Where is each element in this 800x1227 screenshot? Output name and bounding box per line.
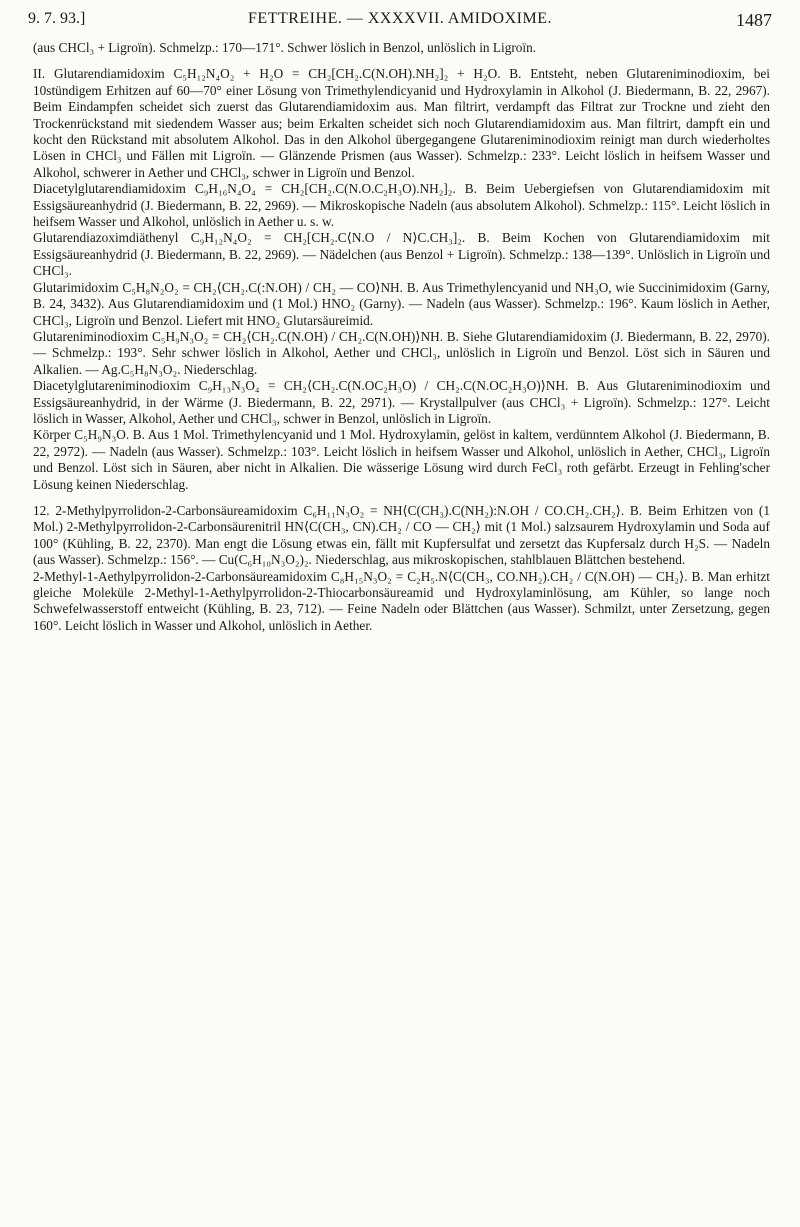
paragraph-methylpyrrolidon-amidoxim: 12. 2-Methylpyrrolidon-2-Carbonsäureamidoxim C₆H₁₁N₃O₂ = NH⟨C(CH₃).C(NH₂):N.OH / CO.CH₂.CH₂⟩. B. Beim Erhitzen von (1 Mol.) 2-Methylpyrrolidon-2-Carbonsäurenitril HN⟨C(CH₃, CN).CH₂ / CO — CH₂⟩ mit (1 Mol.) salzsaurem Hydroxylamin und Soda auf 100° (Kühling, B. 22, 2370). Man engt die Lösung etwas ein, fällt mit Kupfersulfat und zersetzt das Kupfersalz durch H₂S. — Nadeln (aus Wasser). Schmelzp.: 156°. — Cu(C₆H₁₀N₃O₂)₂. Niederschlag, aus mikroskopischen, stahlblauen Blättchen bestehend. (33, 502, 770, 568)
page-body (33, 40, 770, 634)
paragraph: (aus CHCl₃ + Ligroïn). Schmelzp.: 170—171°. Schwer löslich in Benzol, unlöslich in Ligroïn. (33, 40, 537, 55)
header-title: FETTREIHE. — XXXXVII. AMIDOXIME. (248, 10, 552, 27)
page-number: 1487 (736, 10, 772, 30)
paragraph-glutarendiamidoxim: II. Glutarendiamidoxim C₅H₁₂N₄O₂ + H₂O = CH₂[CH₂.C(N.OH).NH₂]₂ + H₂O. B. Entsteht, neben Glutareniminodioxim, bei 10stündigem Erhitzen auf 60—70° einer Lösung von Trimethylendicyanid und Hydroxylamin in Alkohol (J. Biedermann, B. 22, 2967). Beim Eindampfen scheidet sich zuerst das Glutarendiamidoxim aus. Man filtrirt, verdampft das Filtrat zur Trockne und zieht den Trockenrückstand mit siedendem Wasser aus; beim Erkalten scheidet sich noch Glutarendiamidoxim aus. Man filtrirt, dampft ein und kocht den Rückstand mit absolutem Alkohol. Das in den Alkohol übergegangene Glutareniminodioxim reinigt man durch wiederholtes Lösen in CHCl₃ und Fällen mit Ligroïn. — Glänzende Prismen (aus Wasser). Schmelzp.: 233°. Leicht löslich in heifsem Wasser und Alkohol, schwerer in Aether und CHCl₃, schwer in Ligroïn und Benzol. (33, 66, 770, 180)
paragraph-diacetylglutarendiamidoxim: Diacetylglutarendiamidoxim C₉H₁₆N₄O₄ = CH₂[CH₂.C(N.O.C₂H₃O).NH₂]₂. B. Beim Uebergiefsen von Glutarendiamidoxim mit Essigsäureanhydrid (J. Biedermann, B. 22, 2969). — Mikroskopische Nadeln (aus absolutem Alkohol). Schmelzp.: 115°. Leicht löslich in heifsem Wasser und Alkohol, unlöslich in Aether u. s. w. (33, 181, 770, 230)
paragraph-glutarendiazoximdiaethenyl: Glutarendiazoximdiäthenyl C₉H₁₂N₄O₂ = CH₂[CH₂.C⟨N.O / N⟩C.CH₃]₂. B. Beim Kochen von Glutarendiamidoxim mit Essigsäureanhydrid (J. Biedermann, B. 22, 2969). — Nädelchen (aus Benzol + Ligroïn). Schmelzp.: 138—139°. Unlöslich in Ligroïn und CHCl₃. (33, 230, 770, 279)
paragraph-glutarimidoxim: Glutarimidoxim C₅H₈N₂O₂ = CH₂⟨CH₂.C(:N.OH) / CH₂ — CO⟩NH. B. Aus Trimethylencyanid und NH₃O, wie Succinimidoxim (Garny, B. 24, 3432). Aus Glutarendiamidoxim und (1 Mol.) HNO₂ (Garny). — Nadeln (aus Wasser). Schmelzp.: 196°. Kaum löslich in Aether, CHCl₃, Ligroïn und Benzol. Liefert mit HNO₂ Glutarsäureimid. (33, 279, 770, 328)
paragraph-glutareniminodioxim: Glutareniminodioxim C₅H₉N₃O₂ = CH₂⟨CH₂.C(N.OH) / CH₂.C(N.OH)⟩NH. B. Siehe Glutarendiamidoxim (J. Biedermann, B. 22, 2970). — Schmelzp.: 193°. Sehr schwer löslich in Alkohol, Aether und CHCl₃, unlöslich in Ligroïn und Benzol. Löst sich in Säuren und Alkalien. — Ag.C₅H₈N₃O₂. Niederschlag. (33, 328, 770, 377)
paragraph-koerper: Körper C₅H₉N₃O. B. Aus 1 Mol. Trimethylencyanid und 1 Mol. Hydroxylamin, gelöst in kaltem, verdünntem Alkohol (J. Biedermann, B. 22, 2972). — Nadeln (aus Wasser). Schmelzp.: 103°. Leicht löslich in heifsem Wasser und Alkohol, unlöslich in Aether, CHCl₃, Ligroïn und Benzol. Löst sich in Säuren, aber nicht in Alkalien. Die wässerige Lösung wird durch FeCl₃ roth gefärbt. Erzeugt in Fehling'scher Lösung keinen Niederschlag. (33, 427, 770, 492)
page-header (28, 10, 772, 32)
header-date: 9. 7. 93.] (28, 10, 86, 27)
paragraph-methyl-aethylpyrrolidon-amidoxim: 2-Methyl-1-Aethylpyrrolidon-2-Carbonsäureamidoxim C₈H₁₅N₃O₂ = C₂H₅.N⟨C(CH₃, CO.NH₂).CH₂ / C(N.OH) — CH₂⟩. B. Man erhitzt gleiche Moleküle 2-Methyl-1-Aethylpyrrolidon-2-Thiocarbonsäureamid und Hydroxylaminlösung, am Kühler, so lange noch Schwefelwasserstoff entweicht (Kühling, B. 23, 712). — Feine Nadeln oder Blättchen (aus Wasser). Schmilzt, unter Zersetzung, gegen 160°. Leicht löslich in Wasser und Alkohol, unlöslich in Aether. (33, 568, 770, 633)
paragraph-diacetylglutareniminodioxim: Diacetylglutareniminodioxim C₉H₁₃N₃O₄ = CH₂⟨CH₂.C(N.OC₂H₃O) / CH₂.C(N.OC₂H₃O)⟩NH. B. Aus Glutareniminodioxim und Essigsäureanhydrid, in der Wärme (J. Biedermann, B. 22, 2971). — Krystallpulver (aus CHCl₃ + Ligroïn). Schmelzp.: 127°. Leicht löslich in Wasser, Alkohol, Aether und CHCl₃, schwer in Benzol, unlöslich in Ligroïn. (33, 378, 770, 426)
